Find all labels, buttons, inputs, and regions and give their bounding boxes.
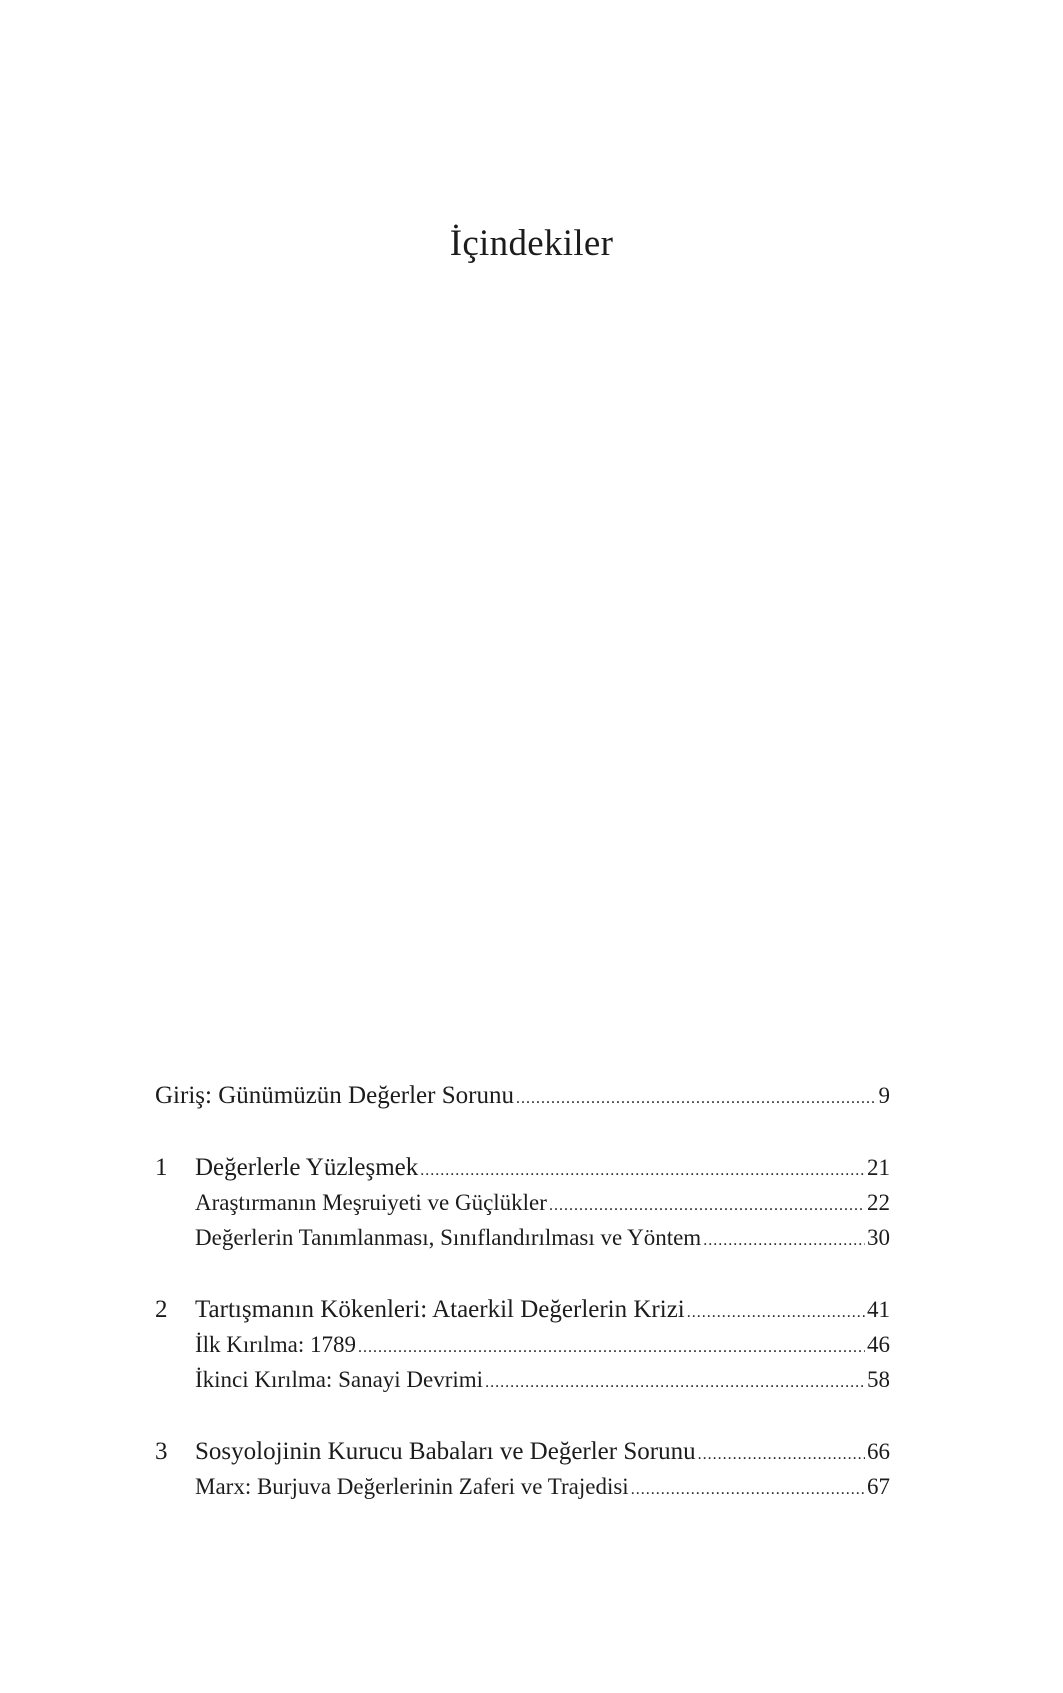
dot-leader [516,1081,877,1116]
dot-leader [420,1153,865,1188]
toc-entry-title: Araştırmanın Meşruiyeti ve Güçlükler [195,1190,547,1215]
toc-section [155,1185,890,1220]
spacer [155,1397,890,1434]
toc-chapter-2 [155,1292,890,1327]
dot-leader [549,1188,865,1223]
spacer [155,1113,890,1150]
toc-section [155,1220,890,1255]
toc-entry-page: 21 [867,1155,890,1180]
toc-entry-page: 58 [867,1367,890,1392]
toc-section [155,1469,890,1504]
toc-entry-page: 46 [867,1332,890,1357]
chapter-number: 1 [155,1154,168,1181]
table-of-contents [155,1078,890,1504]
toc-section [155,1327,890,1362]
toc-entry-page: 30 [867,1225,890,1250]
toc-entry-title: Değerlerin Tanımlanması, Sınıflandırılması ve Yöntem [195,1225,702,1250]
toc-entry-page: 41 [867,1297,890,1322]
toc-chapter-3 [155,1434,890,1469]
page-title: İçindekiler [449,223,614,264]
dot-leader [485,1365,865,1400]
toc-entry-intro [155,1078,890,1113]
toc-entry-title: İlk Kırılma: 1789 [195,1332,356,1357]
toc-chapter-1 [155,1150,890,1185]
toc-entry-title: Değerlerle Yüzleşmek [195,1154,419,1181]
chapter-number: 3 [155,1438,168,1465]
toc-entry-page: 22 [867,1190,890,1215]
chapter-number: 2 [155,1296,168,1323]
toc-entry-title: Marx: Burjuva Değerlerinin Zaferi ve Trajedisi [195,1474,629,1499]
toc-entry-title: İkinci Kırılma: Sanayi Devrimi [195,1367,484,1392]
dot-leader [687,1295,865,1330]
toc-entry-title: Sosyolojinin Kurucu Babaları ve Değerler Sorunu [195,1438,696,1465]
dot-leader [631,1472,865,1507]
toc-entry-title: Tartışmanın Kökenleri: Ataerkil Değerlerin Krizi [195,1296,685,1323]
toc-section [155,1362,890,1397]
toc-entry-page: 66 [867,1439,890,1464]
toc-entry-page: 67 [867,1474,890,1499]
dot-leader [703,1223,865,1258]
dot-leader [358,1330,865,1365]
toc-entry-page: 9 [878,1083,890,1108]
spacer [155,1255,890,1292]
dot-leader [698,1437,865,1472]
toc-entry-title: Giriş: Günümüzün Değerler Sorunu [155,1082,514,1109]
